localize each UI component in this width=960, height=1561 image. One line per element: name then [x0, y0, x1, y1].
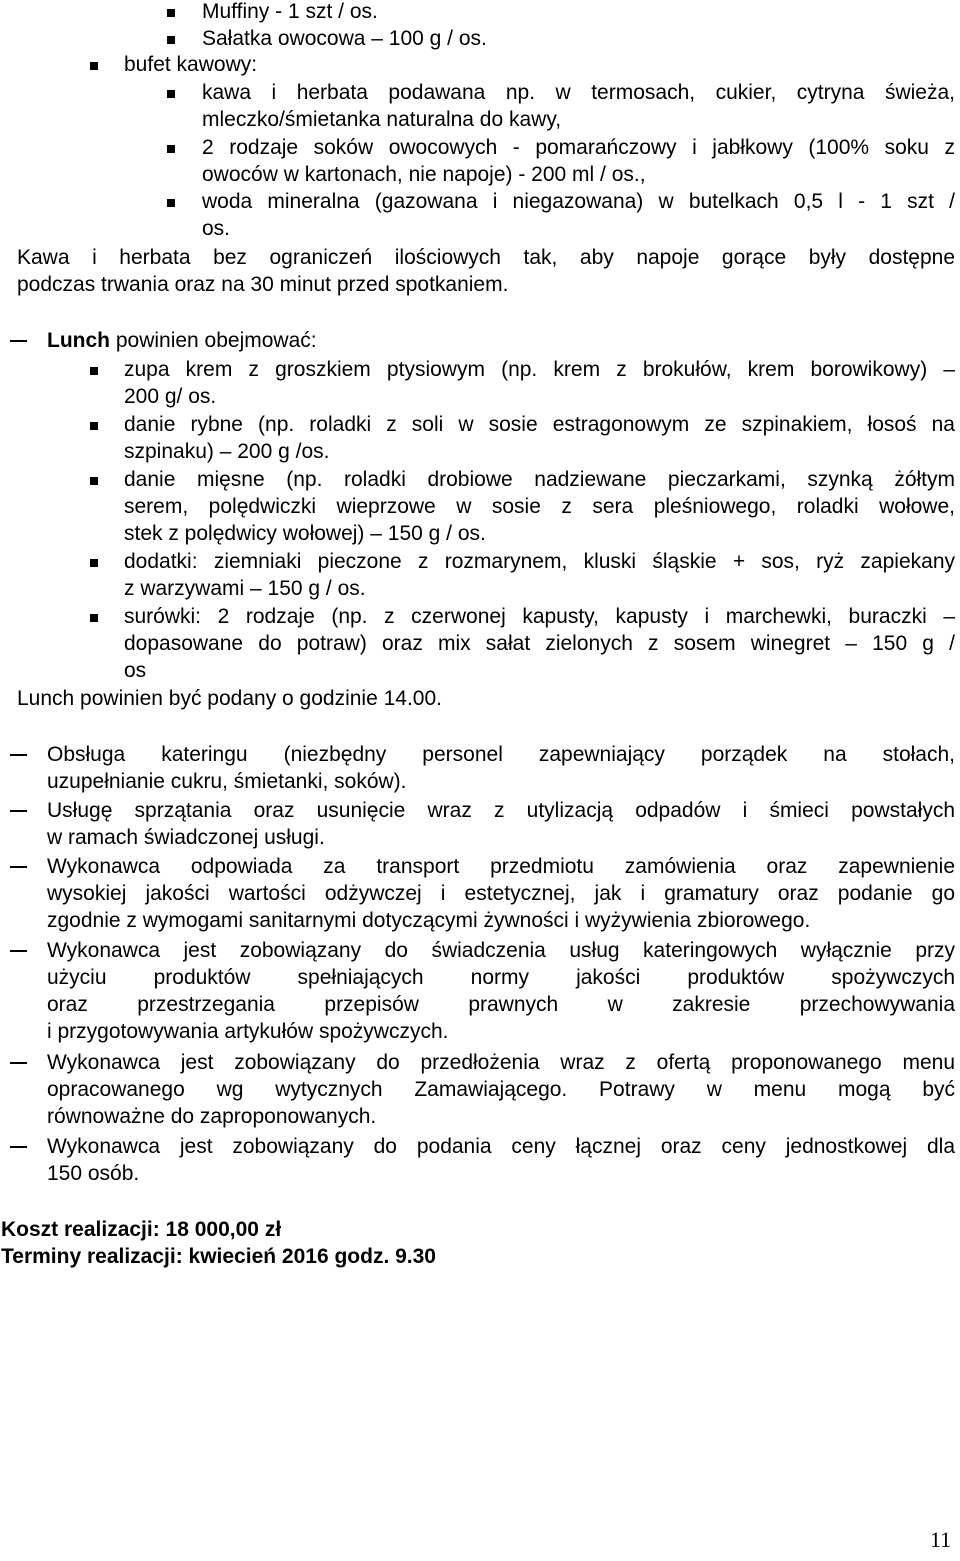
list-item: surówki: 2 rodzaje (np. z czerwonej kapusty, kapusty i marchewki, buraczki –: [124, 605, 955, 628]
list-item-cont: w ramach świadczonej usługi.: [47, 826, 325, 849]
lunch-heading: [47, 327, 317, 354]
list-item: Obsługa kateringu (niezbędny personel zapewniający porządek na stołach,: [47, 743, 955, 766]
list-item-cont: użyciu produktów spełniających normy jakości produktów spożywczych: [47, 966, 955, 989]
terms-line: Terminy realizacji: kwiecień 2016 godz. 9.30: [1, 1245, 436, 1268]
bullet-square-icon: [90, 614, 98, 622]
bullet-dash-icon: [10, 340, 27, 342]
list-item-cont: równoważne do zaproponowanych.: [47, 1105, 377, 1128]
list-item-cont: serem, polędwiczki wieprzowe w sosie z sera pleśniowego, roladki wołowe,: [124, 495, 955, 518]
lunch-heading-bold: Lunch: [47, 329, 110, 352]
list-item-cont: owoców w kartonach, nie napoje) - 200 ml / os.,: [202, 163, 646, 186]
list-item-cont: opracowanego wg wytycznych Zamawiającego. Potrawy w menu mogą być: [47, 1078, 955, 1101]
bullet-dash-icon: [10, 810, 27, 812]
cost-line: Koszt realizacji: 18 000,00 zł: [1, 1218, 282, 1241]
list-item: zupa krem z groszkiem ptysiowym (np. krem z brokułów, krem borowikowy) –: [124, 358, 955, 381]
bullet-square-icon: [90, 477, 98, 485]
bufet-label: bufet kawowy:: [124, 53, 258, 76]
bullet-dash-icon: [10, 866, 27, 868]
bullet-dash-icon: [10, 1146, 27, 1148]
bullet-square-icon: [167, 90, 175, 98]
list-item-cont: stek z polędwicy wołowej) – 150 g / os.: [124, 522, 486, 545]
list-item: danie rybne (np. roladki z soli w sosie estragonowym ze szpinakiem, łosoś na: [124, 413, 955, 436]
bullet-square-icon: [167, 9, 175, 17]
list-item-cont: uzupełnianie cukru, śmietanki, soków).: [47, 770, 407, 793]
list-item-cont: oraz przestrzegania przepisów prawnych w zakresie przechowywania: [47, 993, 955, 1016]
list-item-cont: dopasowane do potraw) oraz mix sałat zielonych z sosem winegret – 150 g /: [124, 632, 955, 655]
list-item: Wykonawca jest zobowiązany do świadczenia usług kateringowych wyłącznie przy: [47, 939, 955, 962]
lunch-heading-rest: powinien obejmować:: [110, 329, 317, 352]
list-item-cont: zgodnie z wymogami sanitarnymi dotyczącymi żywności i wyżywienia zbiorowego.: [47, 909, 811, 932]
list-item-cont: mleczko/śmietanka naturalna do kawy,: [202, 108, 562, 131]
page-number: 11: [930, 1527, 952, 1552]
bullet-square-icon: [90, 367, 98, 375]
list-item: Wykonawca jest zobowiązany do przedłożenia wraz z ofertą proponowanego menu: [47, 1051, 955, 1074]
bullet-dash-icon: [10, 754, 27, 756]
list-item: kawa i herbata podawana np. w termosach, cukier, cytryna świeża,: [202, 81, 955, 104]
list-item: 2 rodzaje soków owocowych - pomarańczowy i jabłkowy (100% soku z: [202, 136, 955, 159]
list-item: woda mineralna (gazowana i niegazowana) w butelkach 0,5 l - 1 szt /: [202, 190, 955, 213]
list-item-cont: os: [124, 659, 147, 682]
bullet-dash-icon: [10, 1062, 27, 1064]
lunch-time-note: Lunch powinien być podany o godzinie 14.00.: [17, 687, 442, 710]
paragraph-cont: podczas trwania oraz na 30 minut przed spotkaniem.: [17, 273, 509, 296]
list-item-cont: os.: [202, 217, 231, 240]
bullet-square-icon: [167, 199, 175, 207]
list-item: Sałatka owocowa – 100 g / os.: [202, 27, 487, 50]
list-item: danie mięsne (np. roladki drobiowe nadziewane pieczarkami, szynką żółtym: [124, 468, 955, 491]
list-item: dodatki: ziemniaki pieczone z rozmarynem, kluski śląskie + sos, ryż zapiekany: [124, 550, 955, 573]
bullet-square-icon: [90, 62, 98, 70]
list-item-cont: 200 g/ os.: [124, 385, 217, 408]
list-item-cont: wysokiej jakości wartości odżywczej i estetycznej, jak i gramatury oraz podanie go: [47, 882, 955, 905]
list-item: Usługę sprzątania oraz usunięcie wraz z utylizacją odpadów i śmieci powstałych: [47, 799, 955, 822]
bullet-square-icon: [167, 145, 175, 153]
paragraph: Kawa i herbata bez ograniczeń ilościowych tak, aby napoje gorące były dostępne: [17, 246, 955, 269]
list-item-cont: szpinaku) – 200 g /os.: [124, 440, 330, 463]
list-item-cont: i przygotowywania artykułów spożywczych.: [47, 1020, 449, 1043]
list-item: Wykonawca jest zobowiązany do podania ceny łącznej oraz ceny jednostkowej dla: [47, 1135, 955, 1158]
bullet-square-icon: [90, 422, 98, 430]
list-item: Muffiny - 1 szt / os.: [202, 0, 378, 23]
list-item: Wykonawca odpowiada za transport przedmiotu zamówienia oraz zapewnienie: [47, 855, 955, 878]
list-item-cont: z warzywami – 150 g / os.: [124, 577, 366, 600]
bullet-dash-icon: [10, 950, 27, 952]
bullet-square-icon: [167, 36, 175, 44]
list-item-cont: 150 osób.: [47, 1162, 140, 1185]
bullet-square-icon: [90, 559, 98, 567]
